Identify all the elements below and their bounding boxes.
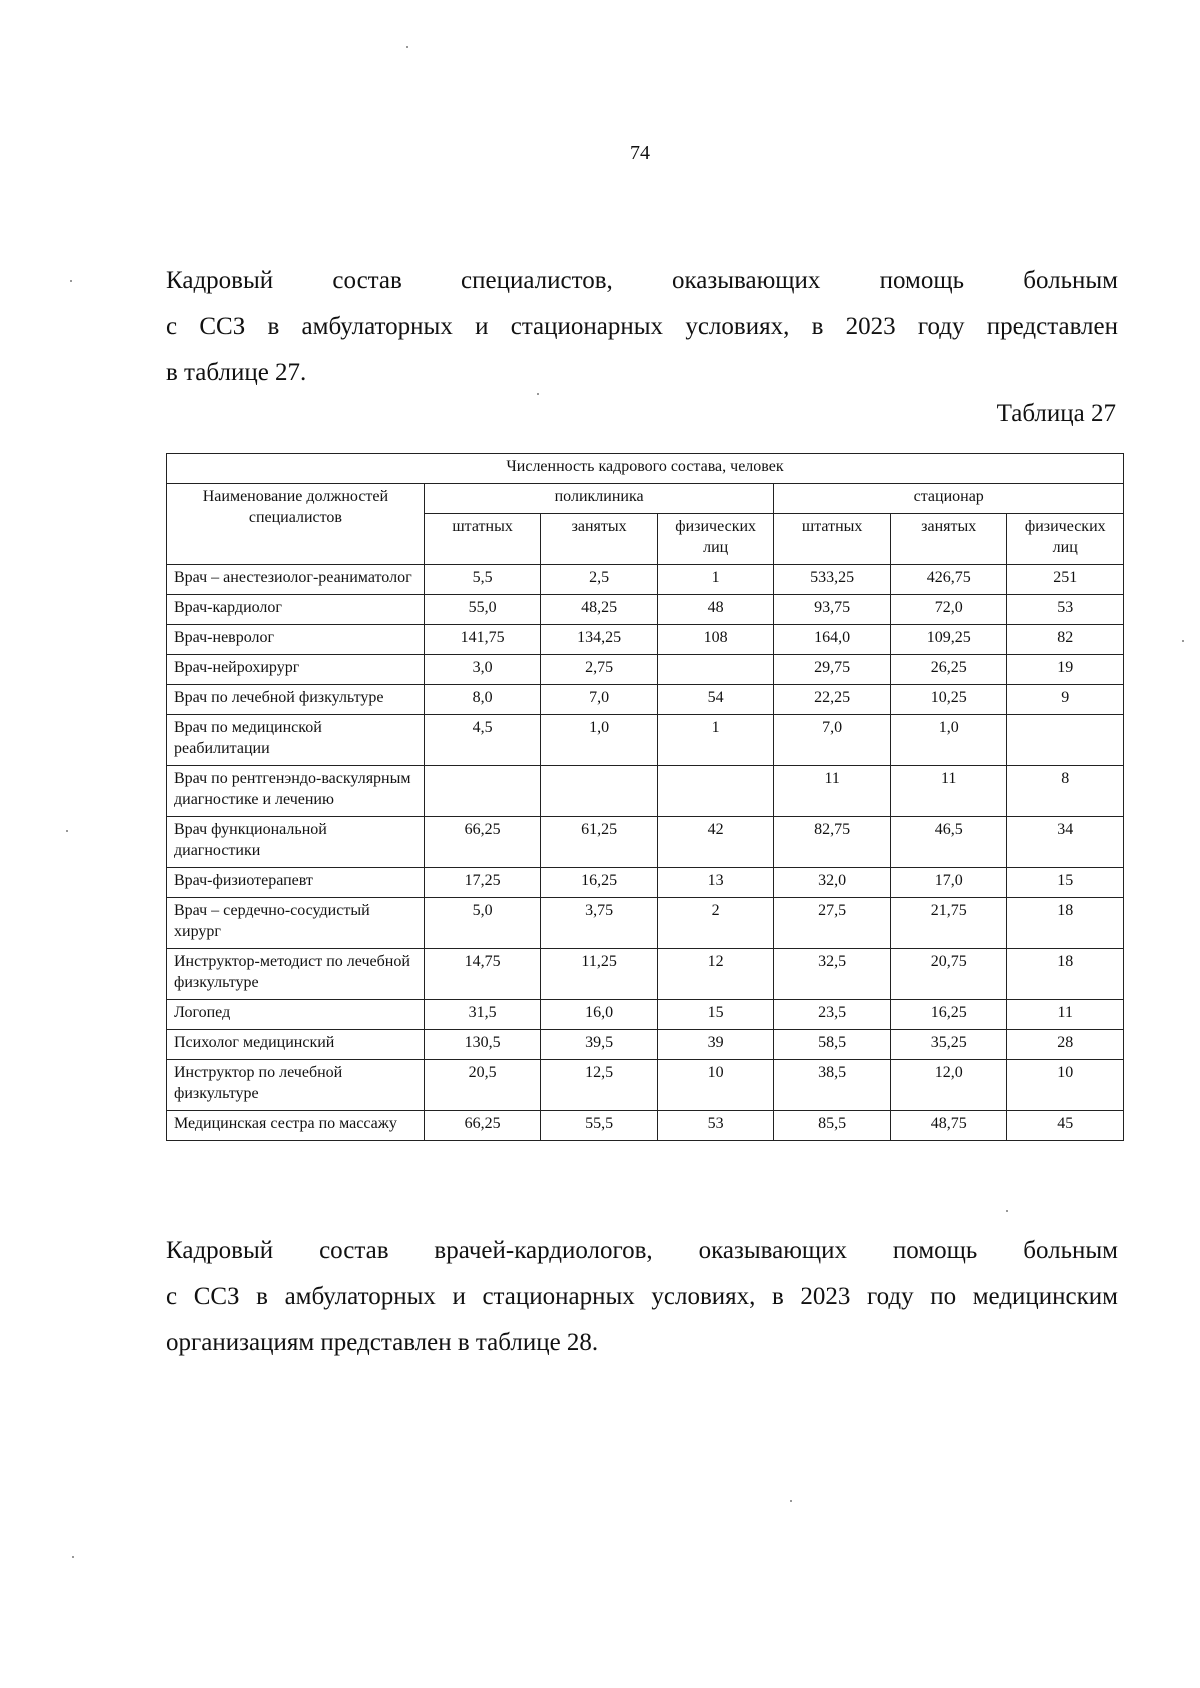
- table-row: [167, 715, 1124, 766]
- value-cell: 109,25: [890, 625, 1007, 655]
- table-row: [167, 685, 1124, 715]
- value-cell: 17,25: [424, 868, 541, 898]
- value-cell: [424, 766, 541, 817]
- column-header: занятых: [541, 514, 658, 565]
- value-cell: [541, 766, 658, 817]
- table-row: [167, 1060, 1124, 1111]
- table-row: [167, 655, 1124, 685]
- value-cell: 38,5: [774, 1060, 891, 1111]
- value-cell: 27,5: [774, 898, 891, 949]
- table-row: [167, 565, 1124, 595]
- value-cell: 31,5: [424, 1000, 541, 1030]
- column-header: физических лиц: [1007, 514, 1124, 565]
- position-name-cell: Врач – анестезиолог-реаниматолог: [167, 565, 425, 595]
- value-cell: 7,0: [541, 685, 658, 715]
- table-row: [167, 625, 1124, 655]
- position-name-cell: Врач по лечебной физкультуре: [167, 685, 425, 715]
- value-cell: [657, 766, 774, 817]
- value-cell: 17,0: [890, 868, 1007, 898]
- value-cell: [657, 655, 774, 685]
- value-cell: 8: [1007, 766, 1124, 817]
- value-cell: 251: [1007, 565, 1124, 595]
- value-cell: 48,25: [541, 595, 658, 625]
- group-header-polyclinic: поликлиника: [424, 484, 774, 514]
- value-cell: 54: [657, 685, 774, 715]
- value-cell: 66,25: [424, 817, 541, 868]
- value-cell: 26,25: [890, 655, 1007, 685]
- value-cell: 72,0: [890, 595, 1007, 625]
- value-cell: 3,75: [541, 898, 658, 949]
- value-cell: 45: [1007, 1111, 1124, 1141]
- value-cell: 1,0: [541, 715, 658, 766]
- value-cell: 34: [1007, 817, 1124, 868]
- scan-speck: [537, 393, 539, 395]
- value-cell: 15: [1007, 868, 1124, 898]
- value-cell: 32,0: [774, 868, 891, 898]
- value-cell: 85,5: [774, 1111, 891, 1141]
- value-cell: 53: [1007, 595, 1124, 625]
- table-row: [167, 1000, 1124, 1030]
- column-header: физических лиц: [657, 514, 774, 565]
- value-cell: 2: [657, 898, 774, 949]
- value-cell: 11: [890, 766, 1007, 817]
- row-header: Наименование должностей специалистов: [167, 484, 425, 565]
- intro-paragraph: [166, 258, 1118, 396]
- value-cell: 134,25: [541, 625, 658, 655]
- value-cell: 130,5: [424, 1030, 541, 1060]
- closing-line: с ССЗ в амбулаторных и стационарных условиях, в 2023 году по медицинским: [166, 1283, 1118, 1310]
- table-row: [167, 868, 1124, 898]
- position-name-cell: Медицинская сестра по массажу: [167, 1111, 425, 1141]
- table-caption: Таблица 27: [996, 400, 1116, 427]
- table-row: [167, 766, 1124, 817]
- position-name-cell: Врач-кардиолог: [167, 595, 425, 625]
- scan-speck: [1006, 1210, 1008, 1212]
- value-cell: 5,0: [424, 898, 541, 949]
- value-cell: 58,5: [774, 1030, 891, 1060]
- intro-line: в таблице 27.: [166, 359, 307, 386]
- value-cell: 9: [1007, 685, 1124, 715]
- table-row: [167, 1111, 1124, 1141]
- value-cell: 55,5: [541, 1111, 658, 1141]
- value-cell: 82,75: [774, 817, 891, 868]
- scan-speck: [72, 1556, 74, 1558]
- value-cell: 23,5: [774, 1000, 891, 1030]
- value-cell: 13: [657, 868, 774, 898]
- position-name-cell: Логопед: [167, 1000, 425, 1030]
- value-cell: 19: [1007, 655, 1124, 685]
- value-cell: 39: [657, 1030, 774, 1060]
- position-name-cell: Врач-невролог: [167, 625, 425, 655]
- value-cell: 11,25: [541, 949, 658, 1000]
- position-name-cell: Врач по рентгенэндо-васкулярным диагностике и лечению: [167, 766, 425, 817]
- value-cell: 12,5: [541, 1060, 658, 1111]
- staff-table: [166, 453, 1124, 1141]
- column-header: штатных: [424, 514, 541, 565]
- value-cell: 11: [1007, 1000, 1124, 1030]
- position-name-cell: Инструктор-методист по лечебной физкультуре: [167, 949, 425, 1000]
- value-cell: 48,75: [890, 1111, 1007, 1141]
- closing-line: организациям представлен в таблице 28.: [166, 1329, 599, 1356]
- value-cell: 20,75: [890, 949, 1007, 1000]
- value-cell: 53: [657, 1111, 774, 1141]
- value-cell: 426,75: [890, 565, 1007, 595]
- value-cell: 12: [657, 949, 774, 1000]
- value-cell: 164,0: [774, 625, 891, 655]
- value-cell: 42: [657, 817, 774, 868]
- value-cell: 16,0: [541, 1000, 658, 1030]
- column-header: штатных: [774, 514, 891, 565]
- value-cell: 2,75: [541, 655, 658, 685]
- value-cell: 2,5: [541, 565, 658, 595]
- value-cell: 14,75: [424, 949, 541, 1000]
- position-name-cell: Психолог медицинский: [167, 1030, 425, 1060]
- position-name-cell: Врач функциональной диагностики: [167, 817, 425, 868]
- value-cell: 18: [1007, 949, 1124, 1000]
- value-cell: 21,75: [890, 898, 1007, 949]
- value-cell: 7,0: [774, 715, 891, 766]
- value-cell: 10: [657, 1060, 774, 1111]
- value-cell: 1: [657, 715, 774, 766]
- column-header: занятых: [890, 514, 1007, 565]
- value-cell: 22,25: [774, 685, 891, 715]
- scan-speck: [70, 280, 72, 282]
- value-cell: 35,25: [890, 1030, 1007, 1060]
- value-cell: 39,5: [541, 1030, 658, 1060]
- value-cell: 141,75: [424, 625, 541, 655]
- position-name-cell: Врач по медицинской реабилитации: [167, 715, 425, 766]
- table-body: [167, 565, 1124, 1141]
- value-cell: 10,25: [890, 685, 1007, 715]
- value-cell: 16,25: [890, 1000, 1007, 1030]
- position-name-cell: Врач-физиотерапевт: [167, 868, 425, 898]
- position-name-cell: Инструктор по лечебной физкультуре: [167, 1060, 425, 1111]
- value-cell: 4,5: [424, 715, 541, 766]
- scan-speck: [1182, 640, 1184, 642]
- value-cell: 82: [1007, 625, 1124, 655]
- value-cell: 29,75: [774, 655, 891, 685]
- value-cell: 20,5: [424, 1060, 541, 1111]
- value-cell: [1007, 715, 1124, 766]
- table-row: [167, 817, 1124, 868]
- value-cell: 61,25: [541, 817, 658, 868]
- scan-speck: [66, 830, 68, 832]
- value-cell: 11: [774, 766, 891, 817]
- intro-line: с ССЗ в амбулаторных и стационарных условиях, в 2023 году представлен: [166, 313, 1118, 340]
- value-cell: 10: [1007, 1060, 1124, 1111]
- page-number: 74: [630, 142, 650, 164]
- table-row: [167, 1030, 1124, 1060]
- value-cell: 8,0: [424, 685, 541, 715]
- position-name-cell: Врач-нейрохирург: [167, 655, 425, 685]
- value-cell: 93,75: [774, 595, 891, 625]
- value-cell: 3,0: [424, 655, 541, 685]
- position-name-cell: Врач – сердечно-сосудистый хирург: [167, 898, 425, 949]
- scan-speck: [790, 1500, 792, 1502]
- value-cell: 48: [657, 595, 774, 625]
- value-cell: 533,25: [774, 565, 891, 595]
- value-cell: 55,0: [424, 595, 541, 625]
- table-title: Численность кадрового состава, человек: [167, 454, 1124, 484]
- table-row: [167, 949, 1124, 1000]
- value-cell: 1,0: [890, 715, 1007, 766]
- table-row: [167, 898, 1124, 949]
- closing-paragraph: [166, 1228, 1118, 1366]
- value-cell: 1: [657, 565, 774, 595]
- value-cell: 18: [1007, 898, 1124, 949]
- group-header-hospital: стационар: [774, 484, 1124, 514]
- table-row: [167, 595, 1124, 625]
- value-cell: 108: [657, 625, 774, 655]
- value-cell: 16,25: [541, 868, 658, 898]
- value-cell: 32,5: [774, 949, 891, 1000]
- value-cell: 5,5: [424, 565, 541, 595]
- intro-line: Кадровый состав специалистов, оказывающих помощь больным: [166, 267, 1118, 294]
- value-cell: 46,5: [890, 817, 1007, 868]
- scan-speck: [406, 46, 408, 48]
- closing-line: Кадровый состав врачей-кардиологов, оказывающих помощь больным: [166, 1237, 1118, 1264]
- value-cell: 12,0: [890, 1060, 1007, 1111]
- value-cell: 15: [657, 1000, 774, 1030]
- value-cell: 28: [1007, 1030, 1124, 1060]
- value-cell: 66,25: [424, 1111, 541, 1141]
